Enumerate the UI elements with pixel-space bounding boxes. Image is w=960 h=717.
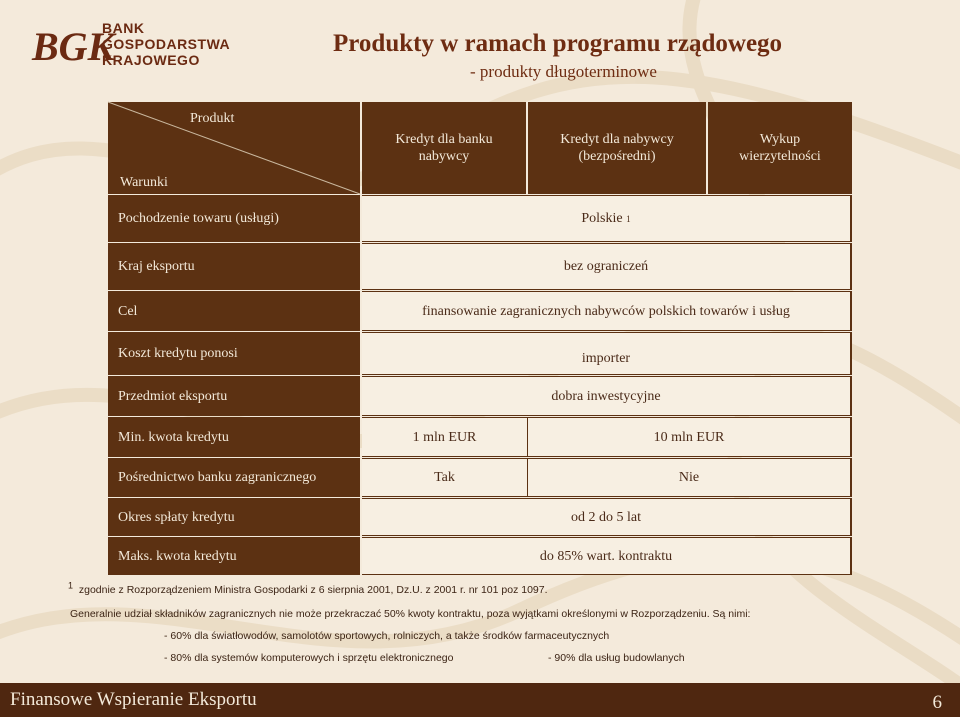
row-value-purpose: finansowanie zagranicznych nabywców polskich towarów i usług (362, 291, 852, 331)
row-value-min-amount-other: 10 mln EUR (528, 417, 852, 457)
row-label-origin: Pochodzenie towaru (usługi) (108, 195, 360, 242)
corner-conditions-label: Warunki (120, 175, 168, 190)
logo-line-1: BANK (102, 20, 145, 36)
row-value-foreign-bank-bank: Tak (362, 458, 528, 497)
row-value-foreign-bank-other: Nie (528, 458, 852, 497)
row-label-purpose: Cel (108, 291, 360, 331)
footer-bar (0, 683, 960, 717)
row-label-cost-bearer: Koszt kredytu ponosi (108, 332, 360, 375)
svg-text:BGK: BGK (32, 24, 115, 69)
row-label-max-amount: Maks. kwota kredytu (108, 537, 360, 575)
logo-line-2: GOSPODARSTWA (102, 36, 231, 52)
row-value-min-amount-bank: 1 mln EUR (362, 417, 528, 457)
row-label-foreign-bank: Pośrednictwo banku zagranicznego (108, 458, 360, 497)
row-value-repayment: od 2 do 5 lat (362, 498, 852, 536)
row-value-origin: Polskie 1 (362, 195, 852, 242)
row-value-export-subject: dobra inwestycyjne (362, 376, 852, 416)
footer-title: Finansowe Wspieranie Eksportu (10, 689, 257, 710)
page-number: 6 (932, 692, 942, 713)
general-note: Generalnie udział składników zagranicznych nie może przekraczać 50% kwoty kontraktu, poza wyjątkami określonymi w Rozporządzeniu. Są nimi: (70, 608, 751, 620)
column-header-direct-credit: Kredyt dla nabywcy (bezpośredni) (528, 102, 706, 194)
exception-item-3: - 90% dla usług budowlanych (548, 652, 685, 664)
row-value-export-country: bez ograniczeń (362, 243, 852, 290)
row-value-cost-bearer: importer (362, 332, 852, 375)
footnote: $^1$ zgodnie z Rozporządzeniem Ministra Gospodarki z 6 sierpnia 2001, Dz.U. z 2001 r. nr 101 poz 1097. (68, 580, 548, 596)
page-title: Produkty w ramach programu rządowego (333, 30, 783, 57)
corner-product-label: Produkt (190, 111, 235, 126)
exception-item-2: - 80% dla systemów komputerowych i sprzętu elektronicznego (164, 652, 454, 664)
row-label-export-subject: Przedmiot eksportu (108, 376, 360, 416)
row-value-max-amount: do 85% wart. kontraktu (362, 537, 852, 575)
row-label-repayment: Okres spłaty kredytu (108, 498, 360, 536)
table-corner (108, 102, 360, 194)
bgk-logo (30, 20, 240, 72)
column-header-bank-credit: Kredyt dla banku nabywcy (362, 102, 526, 194)
exception-item-1: - 60% dla światłowodów, samolotów sportowych, rolniczych, a także środków farmaceutycznych (164, 630, 610, 642)
row-label-export-country: Kraj eksportu (108, 243, 360, 290)
bgk-monogram-icon (30, 20, 115, 70)
column-header-receivables: Wykup wierzytelności (708, 102, 852, 194)
page-subtitle: - produkty długoterminowe (470, 62, 657, 81)
logo-line-3: KRAJOWEGO (102, 52, 200, 68)
row-label-min-amount: Min. kwota kredytu (108, 417, 360, 457)
